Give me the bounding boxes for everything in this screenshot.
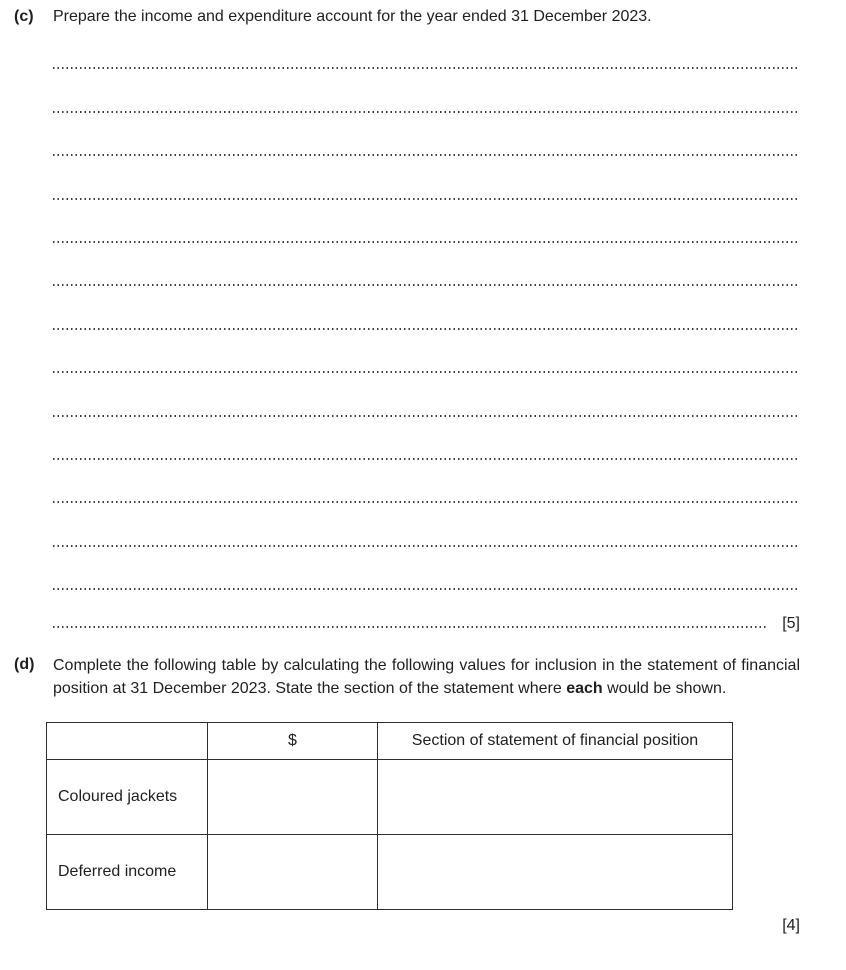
question-c-prompt: Prepare the income and expenditure account for the year ended 31 December 2023. <box>53 8 652 25</box>
answer-line <box>53 458 800 460</box>
marks-c: [5] <box>782 615 800 633</box>
question-c-label: (c) <box>14 8 34 25</box>
table-section-cell <box>378 835 733 910</box>
table-row-label: Coloured jackets <box>47 760 208 835</box>
question-d-label: (d) <box>14 656 35 674</box>
question-d-prompt-part2: would be shown. <box>602 679 727 697</box>
answer-line <box>53 588 800 590</box>
answer-line <box>53 328 800 330</box>
answer-line <box>53 371 800 373</box>
answer-line-final-row <box>53 614 800 633</box>
table-amount-cell <box>208 835 378 910</box>
marks-d: [4] <box>782 917 800 935</box>
table-header-section-cell: Section of statement of financial position <box>378 723 733 760</box>
financial-position-table <box>46 722 733 910</box>
table-header-blank-cell <box>47 723 208 760</box>
question-c <box>14 7 846 26</box>
question-d-prompt <box>53 655 800 700</box>
answer-line <box>53 241 800 243</box>
answer-line-final <box>53 626 767 628</box>
table-row-deferred-income <box>47 835 733 910</box>
answer-line <box>53 198 800 200</box>
question-d <box>14 655 846 700</box>
answer-line <box>53 501 800 503</box>
answer-line <box>53 67 800 69</box>
table-header-amount-cell: $ <box>208 723 378 760</box>
answer-lines <box>53 67 800 590</box>
question-d-prompt-part1: Complete the following table by calculating the following values for inclusion in the statement of financial position at 31 December 2023. State the section of the statement where <box>53 657 800 697</box>
answer-line <box>53 284 800 286</box>
answer-line <box>53 415 800 417</box>
table-row-label: Deferred income <box>47 835 208 910</box>
table-row-coloured-jackets <box>47 760 733 835</box>
table-header-row <box>47 723 733 760</box>
table-amount-cell <box>208 760 378 835</box>
answer-line <box>53 154 800 156</box>
table-section-cell <box>378 760 733 835</box>
marks-d-wrap <box>0 916 800 935</box>
answer-line <box>53 545 800 547</box>
question-d-prompt-bold-word: each <box>566 679 603 697</box>
answer-line <box>53 111 800 113</box>
